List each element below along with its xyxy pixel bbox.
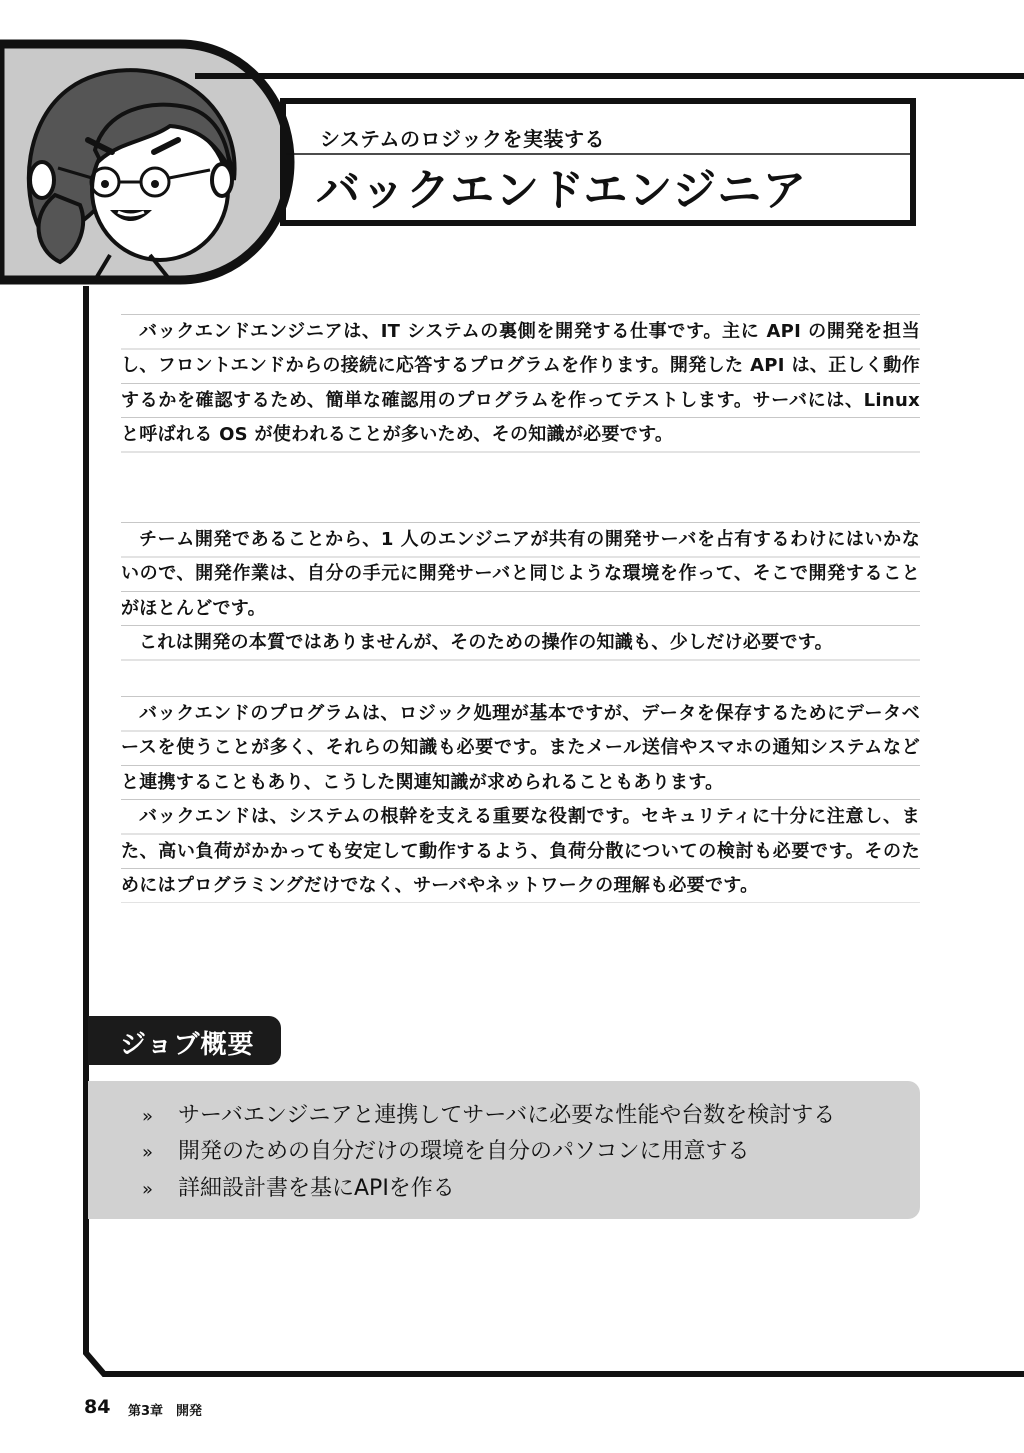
- list-item: [142, 1098, 835, 1129]
- paragraph-block-3: [121, 696, 920, 903]
- paragraph: これは開発の本質ではありませんが、そのための操作の知識も、少しだけ必要です。: [139, 632, 833, 654]
- paragraph-block-2: [121, 522, 920, 661]
- list-item-text: 開発のための自分だけの環境を自分のパソコンに用意する: [178, 1139, 750, 1164]
- list-item-text: サーバエンジニアと連携してサーバに必要な性能や台数を検討する: [178, 1103, 836, 1128]
- job-summary-heading-label: ジョブ概要: [120, 1030, 255, 1060]
- paragraph: バックエンドのプログラムは、ロジック処理が基本ですが、データを保存するためにデータベースを使うことが多く、それらの知識も必要です。またメール送信やスマホの通知システムなどと連携することもあり、こうした関連知識が求められることもあります。: [121, 703, 920, 793]
- job-summary-heading: [88, 1016, 281, 1065]
- bullet-icon: »: [142, 1106, 154, 1127]
- paragraph: バックエンドは、システムの根幹を支える重要な役割です。セキュリティに十分に注意し、また、高い負荷がかかっても安定して動作するよう、負荷分散についての検討も必要です。そのためにはプログラミングだけでなく、サーバやネットワークの理解も必要です。: [121, 806, 920, 897]
- paragraph: バックエンドエンジニアは、IT システムの裏側を開発する仕事です。主に API の開発を担当し、フロントエンドからの接続に応答するプログラムを作ります。開発した API は、正しく動作するかを確認するため、簡単な確認用のプログラムを作ってテストします。サーバには、Linux と呼ばれる OS が使われることが多いため、その知識が必要です。: [121, 321, 920, 446]
- page-number: 84: [84, 1396, 111, 1418]
- paragraph: チーム開発であることから、1 人のエンジニアが共有の開発サーバを占有するわけにはいかないので、開発作業は、自分の手元に開発サーバと同じような環境を作って、そこで開発することがほとんどです。: [121, 529, 920, 619]
- page-subtitle: システムのロジックを実装する: [320, 127, 605, 151]
- page-title: バックエンドエンジニア: [316, 165, 808, 216]
- paragraph-block-1: [121, 314, 920, 453]
- list-item: [142, 1134, 750, 1165]
- bullet-icon: »: [142, 1142, 154, 1163]
- list-item: [142, 1171, 455, 1202]
- chapter-label: 第3章 開発: [128, 1404, 203, 1419]
- list-item-text: 詳細設計書を基にAPIを作る: [178, 1176, 455, 1201]
- job-summary-box: [88, 1081, 920, 1219]
- bullet-icon: »: [142, 1179, 154, 1200]
